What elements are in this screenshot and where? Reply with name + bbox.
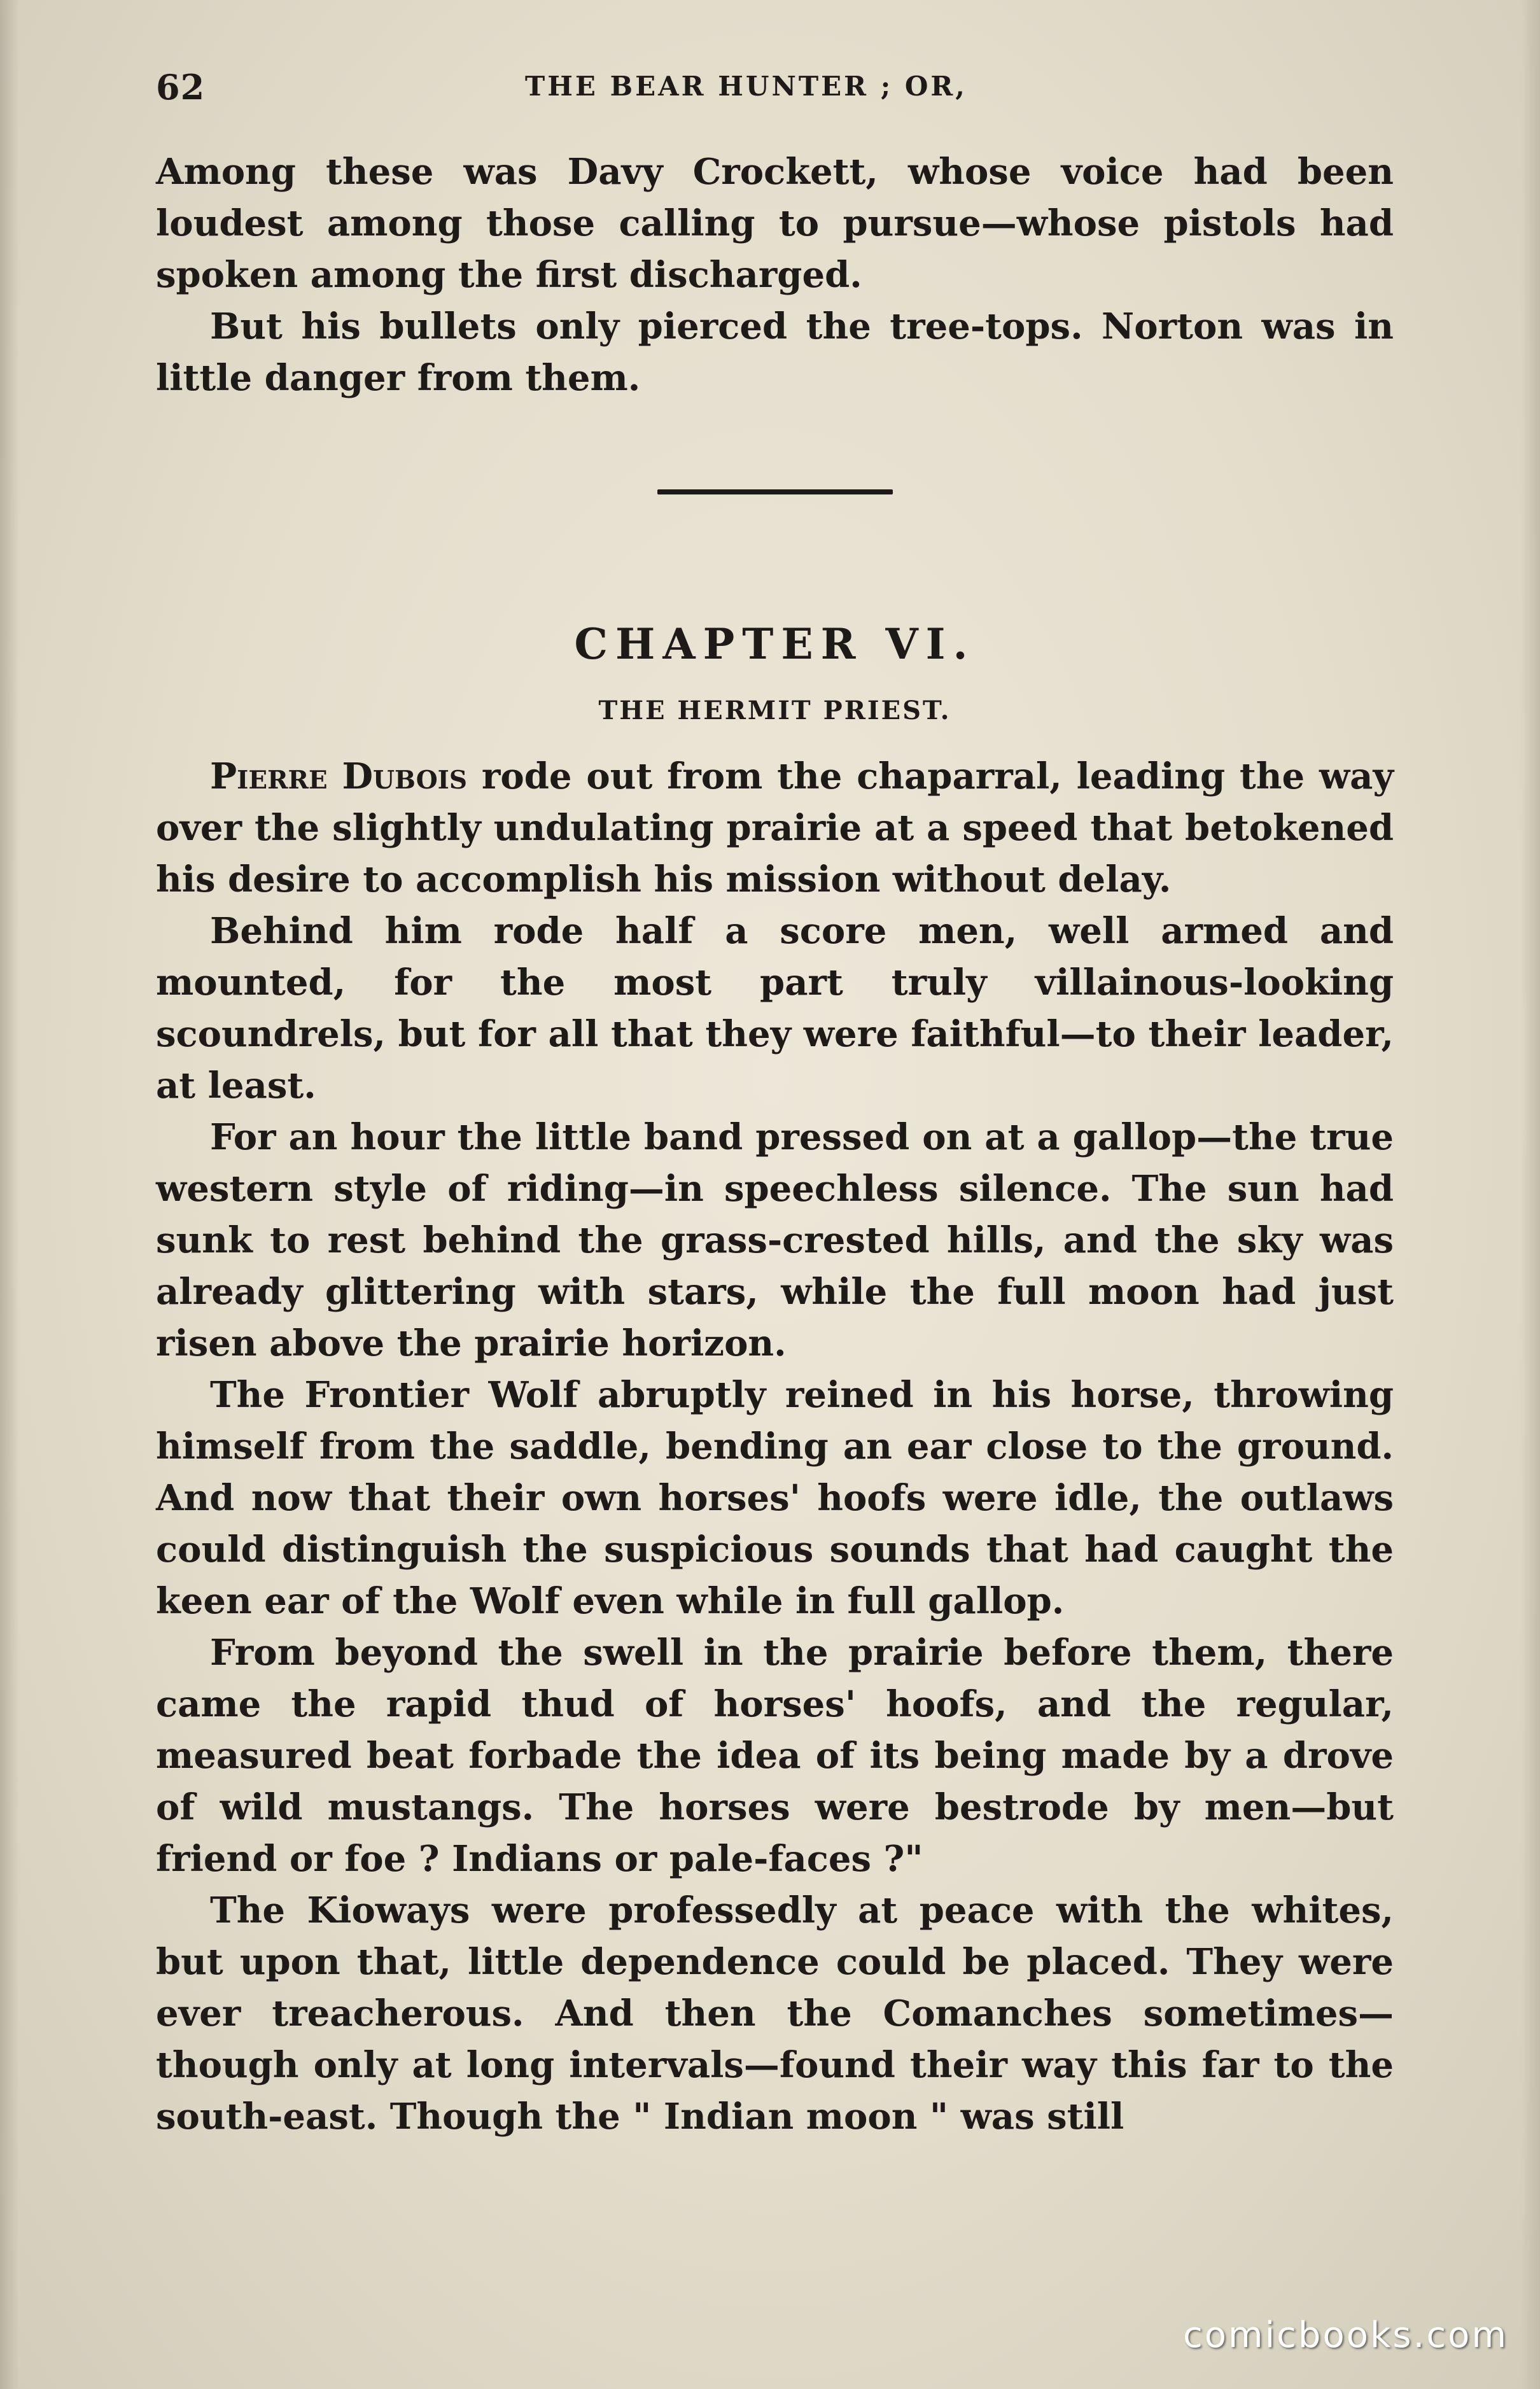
page-number: 62 <box>156 67 206 108</box>
paragraph: The Frontier Wolf abruptly reined in his horse, throwing himself from the saddle, bending an ear close to the ground. And now that their own horses' hoofs were idle, the outlaws could distinguish the suspicious sounds that had caught the keen ear of the Wolf even while in full gallop. <box>156 1374 1394 1622</box>
chapter-title: CHAPTER VI. <box>574 619 976 669</box>
running-head: THE BEAR HUNTER ; OR, <box>525 71 967 102</box>
site-watermark: comicbooks.com <box>1182 2315 1508 2356</box>
paragraph: From beyond the swell in the prairie before them, there came the rapid thud of horses' hoofs, and the regular, measured beat forbade the idea of its being made by a drove of wild mustangs. The horses were bestrode by men—but friend or foe ? Indians or pale-faces ?" <box>156 1632 1394 1880</box>
paragraph: But his bullets only pierced the tree-tops. Norton was in little danger from them. <box>156 305 1394 399</box>
paragraph: Behind him rode half a score men, well armed and mounted, for the most part truly villainous-looking scoundrels, but for all that they were faithful—to their leader, at least. <box>156 910 1394 1107</box>
page-body <box>156 146 1394 2143</box>
paragraph: Among these was Davy Crockett, whose voice had been loudest among those calling to pursue—whose pistols had spoken among the first discharged. <box>156 151 1394 296</box>
character-name: Pierre Dubois <box>210 755 468 797</box>
page-header <box>156 60 1403 118</box>
paragraph: For an hour the little band pressed on at a gallop—the true western style of riding—in speechless silence. The sun had sunk to rest behind the grass-crested hills, and the sky was already glittering with stars, while the full moon had just risen above the prairie horizon. <box>156 1116 1394 1364</box>
section-divider <box>657 489 893 494</box>
chapter-subtitle: THE HERMIT PRIEST. <box>598 696 951 725</box>
paragraph: The Kioways were professedly at peace with the whites, but upon that, little dependence could be placed. They were ever treacherous. And then the Comanches sometimes—though only at long intervals—found their way this far to the south-east. Though the " Indian moon " was still <box>156 1889 1394 2138</box>
paragraph-text: rode out from the chaparral, leading the way over the slightly undulating prairie at a speed that betokened his desire to accomplish his mission without delay. <box>156 755 1394 900</box>
paragraph <box>156 751 1394 906</box>
